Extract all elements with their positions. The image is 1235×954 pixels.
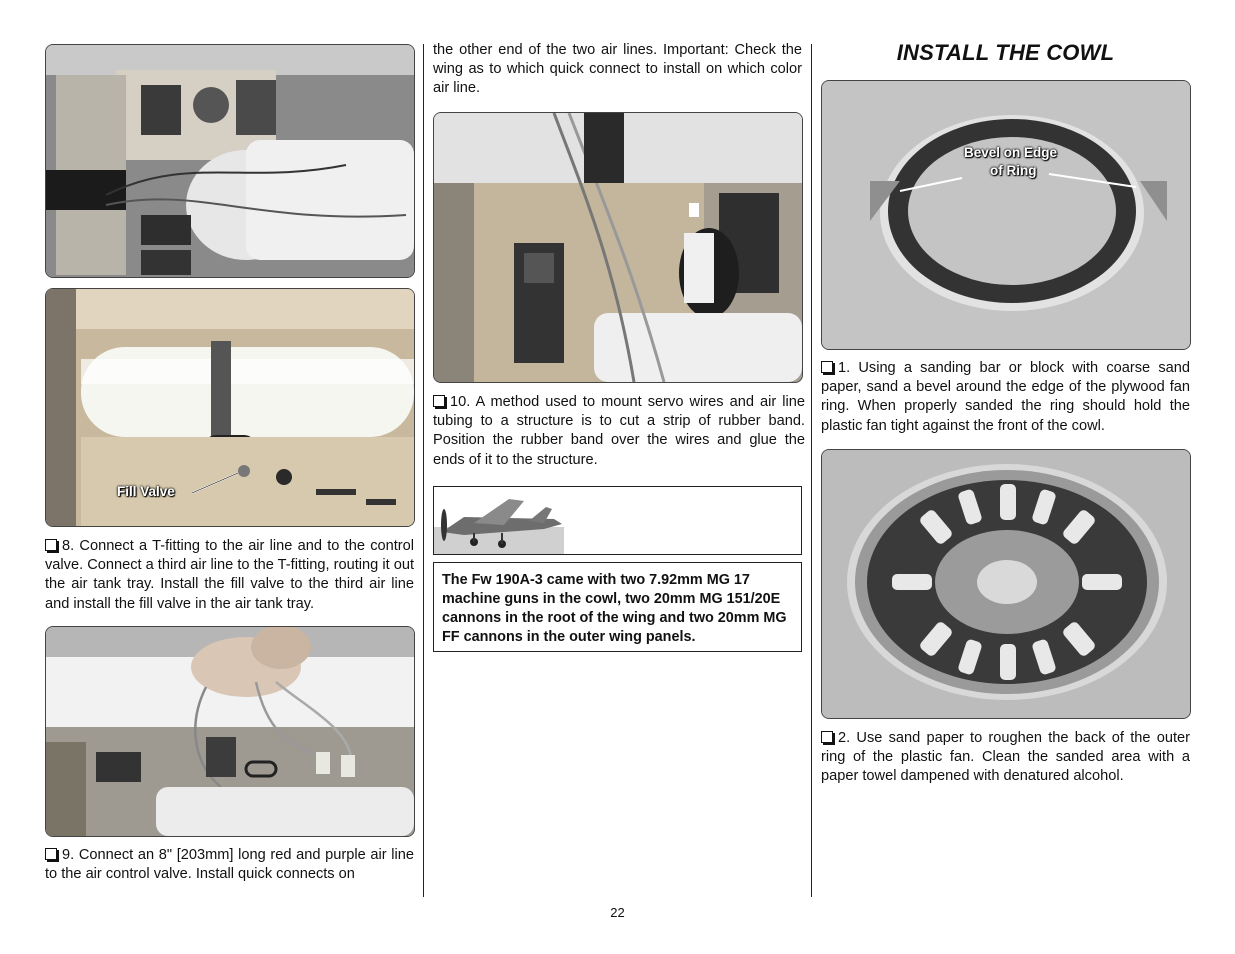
bevel-label-line-2: of Ring <box>990 163 1037 178</box>
photo-air-tank-fill-valve <box>45 288 415 527</box>
step-10-checkbox[interactable] <box>433 395 445 407</box>
page-number: 22 <box>610 905 625 920</box>
step-9-continued-text: the other end of the two air lines. Important: Check the wing as to which quick connect to install on which color air line. <box>433 42 802 97</box>
step-9-checkbox[interactable] <box>45 848 57 860</box>
plastic-fan-drawing <box>822 450 1190 718</box>
fill-valve-label: Fill Valve <box>117 484 175 499</box>
photo-rubber-band-mount <box>433 112 803 383</box>
photo-hand-air-lines <box>45 626 415 837</box>
step-2-checkbox[interactable] <box>821 731 833 743</box>
fact-header-image <box>433 486 802 555</box>
step-10-text: 10. A method used to mount servo wires and air line tubing to a structure is to cut a strip of rubber band. Position the rubber band over the wires and glue the ends of it to the structure. <box>433 394 805 468</box>
photo-plastic-fan <box>821 449 1191 719</box>
step-1-text: 1. Using a sanding bar or block with coarse sand paper, sand a bevel around the edge of the plywood fan ring. When properly sanded the ring should hold the plastic fan tight against the front of the cowl. <box>821 360 1190 434</box>
step-9-text: 9. Connect an 8" [203mm] long red and purple air line to the air control valve. Install quick connects on <box>45 847 414 883</box>
step-8-text: 8. Connect a T-fitting to the air line and to the control valve. Connect a third air line to the T-fitting, routing it out the air tank tray. Install the fill valve to the third air line and install the fill valve in the air tank tray. <box>45 538 414 612</box>
fact-text: The Fw 190A-3 came with two 7.92mm MG 17 machine guns in the cowl, two 20mm MG 151/20E cannons in the root of the wing and two 20mm MG FF cannons in the outer wing panels. <box>442 572 787 645</box>
bevel-label-line-1: Bevel on Edge <box>964 145 1058 160</box>
column-divider-left <box>423 44 424 897</box>
step-2-text: 2. Use sand paper to roughen the back of the outer ring of the plastic fan. Clean the sanded area with a paper towel dampened with denatured alcohol. <box>821 730 1190 785</box>
fact-box <box>433 562 802 652</box>
column-divider-right <box>811 44 812 897</box>
fw190-airplane-icon <box>434 487 801 554</box>
section-heading: INSTALL THE COWL <box>896 40 1115 65</box>
step-1-checkbox[interactable] <box>821 361 833 373</box>
photo-servo-tray-tank <box>45 44 415 278</box>
step-8-checkbox[interactable] <box>45 539 57 551</box>
photo-fan-ring-bevel <box>821 80 1191 350</box>
